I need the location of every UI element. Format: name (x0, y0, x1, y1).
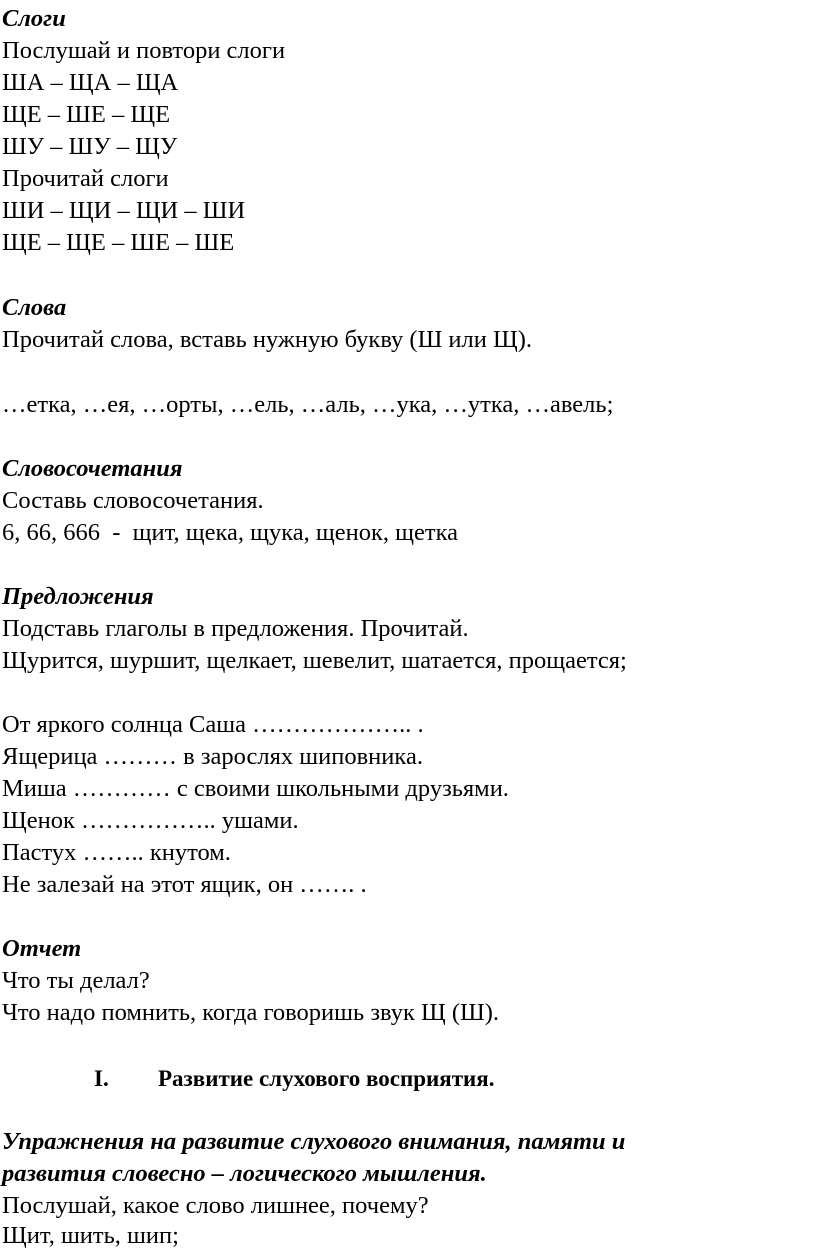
section-heading (94, 1064, 494, 1094)
syllables-listen-row: ША – ЩА – ЩА (2, 69, 179, 96)
syllables-read-row: ШИ – ЩИ – ЩИ – ШИ (2, 197, 246, 224)
sentence-item: Ящерица ……… в зарослях шиповника. (2, 743, 423, 770)
sentence-item: Миша ………… с своими школьными друзьями. (2, 775, 509, 802)
exercises-instruction: Послушай, какое слово лишнее, почему? (2, 1192, 429, 1219)
sentences-instruction: Подставь глаголы в предложения. Прочитай. (2, 615, 469, 642)
words-list: …етка, …ея, …орты, …ель, …аль, …ука, …утка, …авель; (2, 391, 614, 418)
phrases-heading: Словосочетания (2, 455, 183, 482)
section-title: Развитие слухового восприятия. (158, 1066, 495, 1091)
sentence-item: Щенок …………….. ушами. (2, 807, 299, 834)
phrases-numbers-line: 6, 66, 666 - щит, щека, щука, щенок, щетка (2, 519, 459, 546)
words-heading: Слова (2, 294, 67, 321)
syllables-read-row: ЩЕ – ЩЕ – ШЕ – ШЕ (2, 229, 235, 256)
phrases-instruction: Составь словосочетания. (2, 487, 264, 514)
sentence-item: От яркого солнца Саша ……………….. . (2, 711, 424, 738)
words-instruction: Прочитай слова, вставь нужную букву (Ш или Щ). (2, 326, 532, 353)
section-number: I. (94, 1066, 109, 1091)
sentences-heading: Предложения (2, 583, 154, 610)
exercises-heading-line: Упражнения на развитие слухового внимания, памяти и (2, 1128, 626, 1155)
report-heading: Отчет (2, 935, 82, 962)
syllables-listen-row: ШУ – ШУ – ЩУ (2, 133, 178, 160)
report-question: Что надо помнить, когда говоришь звук Щ (Ш). (2, 999, 500, 1026)
exercises-heading-line: развития словесно – логического мышления. (2, 1160, 487, 1187)
report-question: Что ты делал? (2, 967, 150, 994)
syllables-read-instruction: Прочитай слоги (2, 165, 169, 192)
syllables-heading: Слоги (2, 5, 66, 32)
syllables-listen-instruction: Послушай и повтори слоги (2, 37, 286, 64)
syllables-listen-row: ЩЕ – ШЕ – ЩЕ (2, 101, 171, 128)
exercises-first-set: Щит, шить, шип; (2, 1222, 179, 1249)
sentence-item: Пастух …….. кнутом. (2, 839, 231, 866)
sentence-item: Не залезай на этот ящик, он ……. . (2, 871, 367, 898)
sentences-verbs: Щурится, шуршит, щелкает, шевелит, шатается, прощается; (2, 647, 627, 674)
